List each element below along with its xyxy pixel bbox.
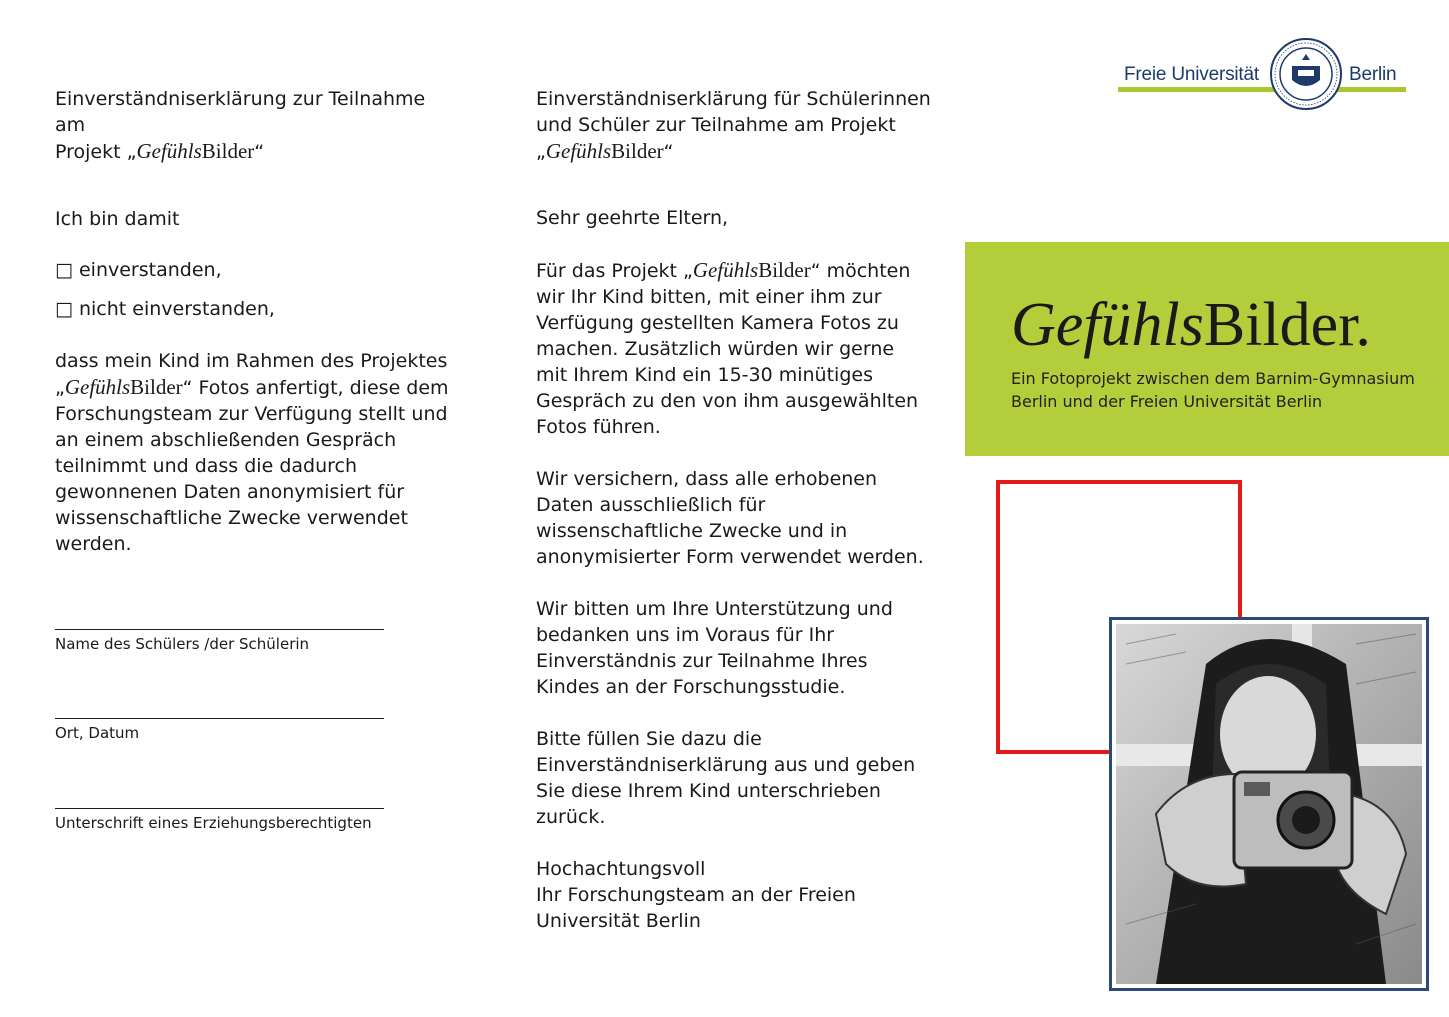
parent-letter-column — [536, 86, 931, 934]
signature-label: Ort, Datum — [55, 724, 140, 742]
photographer-sketch-image — [1116, 624, 1422, 984]
letter-paragraph-2: Wir versichern, dass alle erhobenen Daten ausschließlich für wissenschaftliche Zwecke und in anonymisierter Form verwendet werden. — [536, 468, 924, 568]
letter-paragraph-3: Wir bitten um Ihre Unterstützung und bedanken uns im Voraus für Ihr Einverständnis zur Teilnahme Ihres Kindes an der Forschungsstudie. — [536, 598, 893, 698]
project-title — [1011, 290, 1371, 360]
letter-paragraph-4: Bitte füllen Sie dazu die Einverständniserklärung aus und geben Sie diese Ihrem Kind unterschrieben zurück. — [536, 728, 916, 828]
project-title-box — [965, 242, 1449, 456]
signature-block-place-date — [55, 718, 455, 743]
heading-line: Einverständniserklärung für Schülerinnen — [536, 88, 931, 110]
logo-text-left: Freie Universität — [1124, 64, 1259, 85]
logo-bar — [1118, 87, 1406, 92]
signature-line[interactable] — [55, 629, 384, 630]
heading-line: Einverständniserklärung zur Teilnahme am — [55, 88, 426, 136]
title-italic: Gefühls — [1011, 291, 1204, 359]
option-disagree[interactable]: □ nicht einverstanden, — [55, 298, 275, 320]
signature-line[interactable] — [55, 808, 384, 809]
project-name-italic: Gefühls — [136, 139, 202, 163]
body-text: dass mein Kind im Rahmen des Projektes — [55, 350, 448, 372]
quote-close: “ — [254, 141, 265, 163]
quote-open: „ — [536, 141, 546, 163]
project-subtitle: Ein Fotoprojekt zwischen dem Barnim-Gymnasium Berlin und der Freien Universität Berlin — [1011, 369, 1415, 411]
project-name-regular: Bilder — [130, 375, 183, 399]
body-text: Für das Projekt „ — [536, 260, 693, 282]
heading-line: und Schüler zur Teilnahme am Projekt — [536, 114, 896, 136]
logo-text-right: Berlin — [1349, 64, 1397, 85]
consent-body — [55, 348, 455, 557]
consent-intro: Ich bin damit — [55, 208, 180, 230]
signature-label: Unterschrift eines Erziehungsberechtigten — [55, 814, 372, 832]
consent-form-column — [55, 86, 455, 833]
project-name-italic: Gefühls — [64, 375, 131, 399]
heading-line: Projekt „ — [55, 141, 137, 163]
closing-text: Hochachtungsvoll — [536, 858, 706, 880]
letter-paragraph-1 — [536, 257, 931, 440]
university-logo — [1118, 36, 1406, 112]
salutation: Sehr geehrte Eltern, — [536, 207, 729, 229]
letter-closing — [536, 856, 931, 934]
quote-close: “ — [663, 141, 674, 163]
signature-block-guardian — [55, 808, 455, 833]
title-regular: Bilder. — [1203, 291, 1371, 359]
body-text: “ Fotos anfertigt, diese dem Forschungsteam zur Verfügung stellt und an einem abschließenden Gespräch teilnimmt und dass die dadurch gewonnenen Daten anonymisiert für wissenschaftliche Zwecke verwendet werden. — [55, 377, 449, 555]
closing-text: Ihr Forschungsteam an der Freien Universität Berlin — [536, 884, 856, 932]
signature-block-student — [55, 629, 455, 654]
university-seal-icon — [1268, 36, 1344, 112]
project-name-regular: Bilder — [201, 139, 255, 163]
letter-heading — [536, 86, 931, 165]
body-text: “ möchten wir Ihr Kind bitten, mit einer ihm zur Verfügung gestellten Kamera Fotos zu machen. Zusätzlich würden wir gerne mit Ihrem Kind ein 15-30 minütiges Gespräch zu den von ihm ausgewählten Fotos führen. — [536, 260, 919, 438]
signature-line[interactable] — [55, 718, 384, 719]
project-name-regular: Bilder — [611, 139, 664, 163]
quote-open: „ — [55, 377, 65, 399]
project-name-italic: Gefühls — [545, 139, 612, 163]
project-photo — [1109, 617, 1429, 991]
signature-label: Name des Schülers /der Schülerin — [55, 635, 310, 653]
project-name-italic: Gefühls — [692, 258, 759, 282]
option-agree[interactable]: □ einverstanden, — [55, 259, 222, 281]
consent-heading — [55, 86, 455, 163]
project-name-regular: Bilder — [758, 258, 811, 282]
